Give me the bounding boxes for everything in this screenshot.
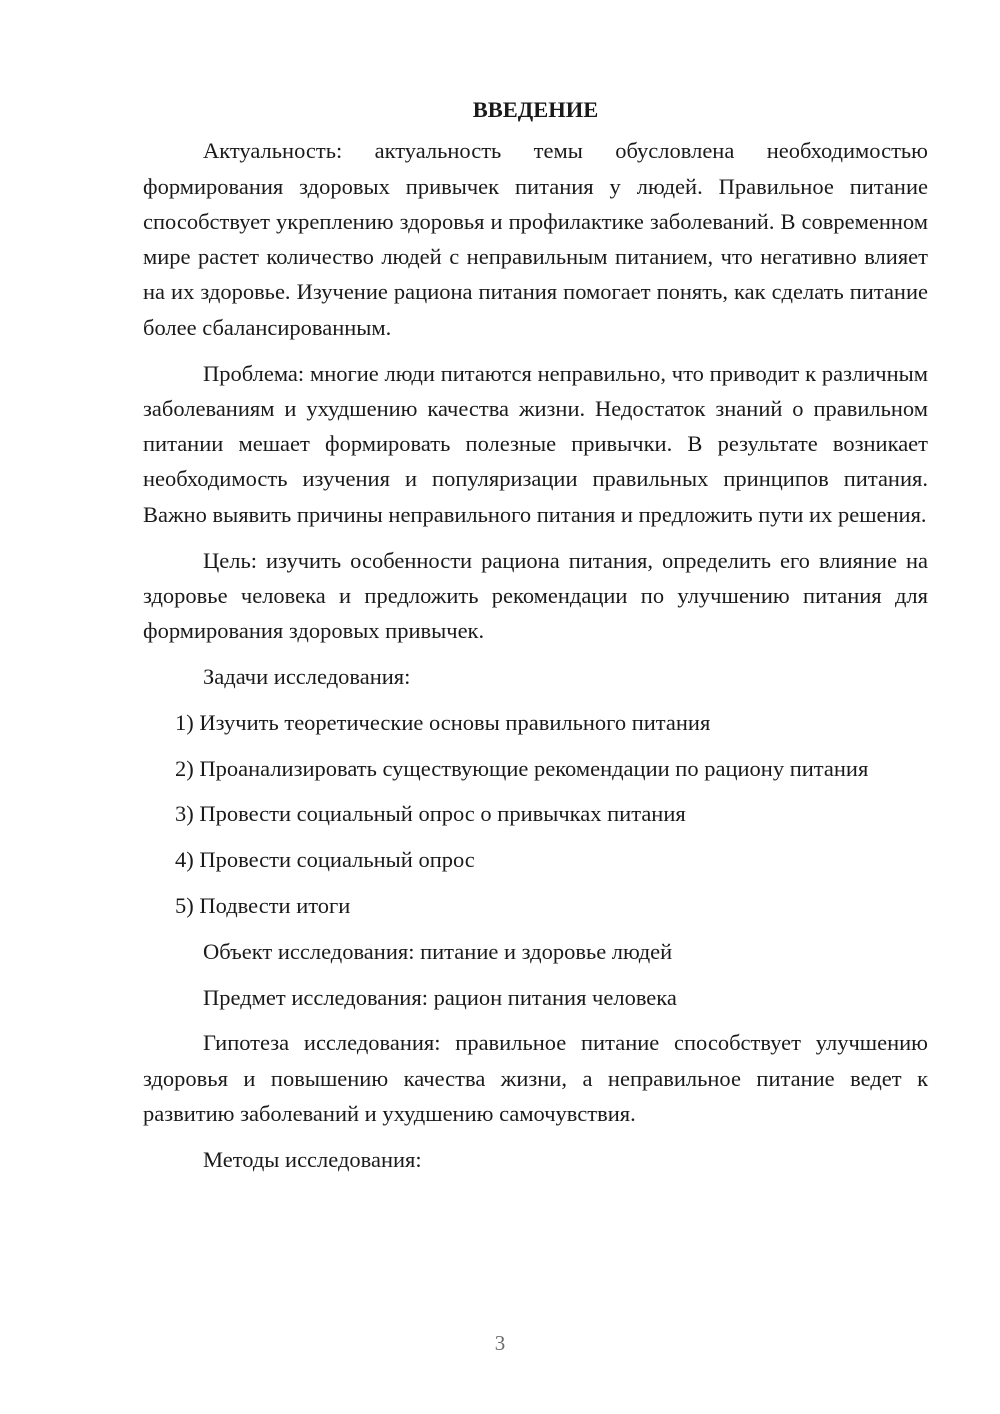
- task-item: 5) Подвести итоги: [175, 892, 351, 918]
- page-number: 3: [494, 1331, 506, 1355]
- object-paragraph: Объект исследования: питание и здоровье людей: [203, 938, 673, 964]
- tasks-heading: Задачи исследования:: [203, 663, 411, 689]
- hypothesis-paragraph: Гипотеза исследования: правильное питание способствует улучшению здоровья и повышению качества жизни, а неправильное питание ведет к развитию заболеваний и ухудшению самочувствия.: [143, 1030, 928, 1126]
- task-item: 2) Проанализировать существующие рекомендации по рациону питания: [175, 755, 869, 781]
- goal-paragraph: Цель: изучить особенности рациона питания, определить его влияние на здоровье человека и предложить рекомендации по улучшению питания для формирования здоровых привычек.: [143, 547, 928, 644]
- task-item: 3) Провести социальный опрос о привычках питания: [175, 801, 686, 827]
- task-item: 4) Провести социальный опрос: [175, 847, 475, 873]
- problem-paragraph: Проблема: многие люди питаются неправильно, что приводит к различным заболеваниям и ухудшению качества жизни. Недостаток знаний о правильном питании мешает формировать полезные привычки. В результате возникает необходимость изучения и популяризации правильных принципов питания. Важно выявить причины неправильного питания и предложить пути их решения.: [143, 360, 928, 527]
- relevance-paragraph: Актуальность: актуальность темы обусловлена необходимостью формирования здоровых привычек питания у людей. Правильное питание способствует укреплению здоровья и профилактике заболеваний. В современном мире растет количество людей с неправильным питанием, что негативно влияет на их здоровье. Изучение рациона питания помогает понять, как сделать питание более сбалансированным.: [143, 138, 928, 340]
- document-page: [143, 92, 928, 1188]
- task-item: 1) Изучить теоретические основы правильного питания: [175, 709, 711, 735]
- subject-paragraph: Предмет исследования: рацион питания человека: [203, 984, 677, 1010]
- section-heading: ВВЕДЕНИЕ: [472, 97, 599, 122]
- methods-heading: Методы исследования:: [203, 1146, 422, 1172]
